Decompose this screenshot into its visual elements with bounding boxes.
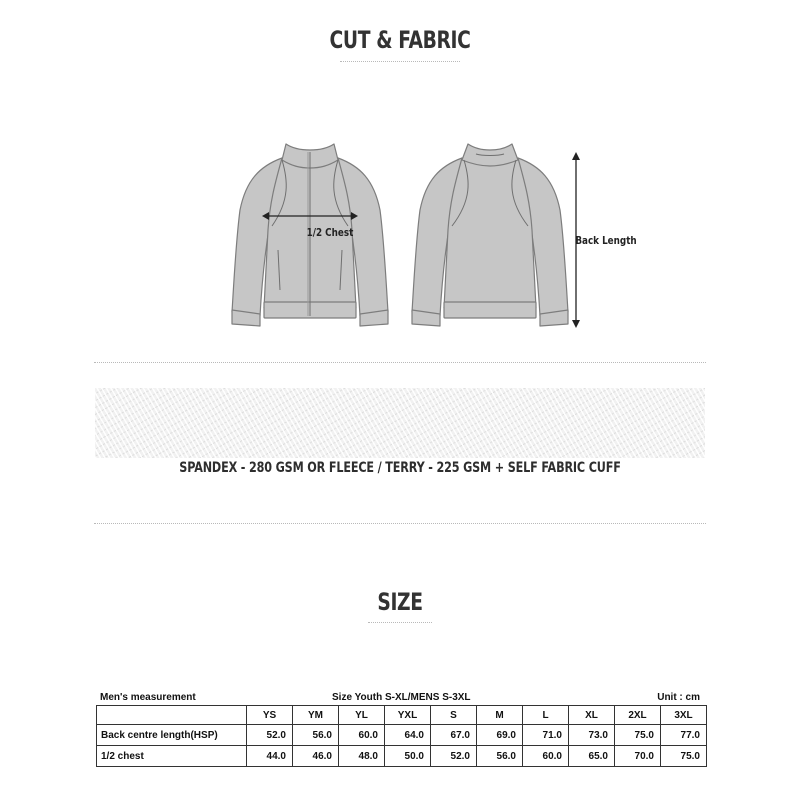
title-underline xyxy=(340,61,460,62)
section-divider xyxy=(94,523,706,524)
measure-value: 56.0 xyxy=(293,725,339,746)
size-label: XL xyxy=(569,706,615,725)
size-label: S xyxy=(431,706,477,725)
size-range-heading: Size Youth S-XL/MENS S-3XL xyxy=(332,692,471,703)
row-label: Back centre length(HSP) xyxy=(97,725,247,746)
size-label: M xyxy=(477,706,523,725)
measure-value: 70.0 xyxy=(615,746,661,767)
row-label: 1/2 chest xyxy=(97,746,247,767)
measure-value: 77.0 xyxy=(661,725,707,746)
size-header-row xyxy=(97,706,707,725)
cut-fabric-title: CUT & FABRIC xyxy=(329,26,471,54)
blank-cell xyxy=(97,706,247,725)
measure-value: 60.0 xyxy=(523,746,569,767)
measure-value: 65.0 xyxy=(569,746,615,767)
measure-value: 67.0 xyxy=(431,725,477,746)
title-underline xyxy=(368,622,432,623)
measure-value: 64.0 xyxy=(385,725,431,746)
jacket-diagram xyxy=(220,140,640,340)
measurement-heading: Men's measurement xyxy=(100,692,196,703)
jacket-back-illustration xyxy=(412,144,568,326)
measure-value: 56.0 xyxy=(477,746,523,767)
size-label: L xyxy=(523,706,569,725)
size-title: SIZE xyxy=(377,588,423,616)
unit-label: Unit : cm xyxy=(657,692,700,703)
measure-value: 48.0 xyxy=(339,746,385,767)
measure-value: 52.0 xyxy=(431,746,477,767)
measure-value: 44.0 xyxy=(247,746,293,767)
fabric-swatch xyxy=(95,388,705,458)
measure-value: 52.0 xyxy=(247,725,293,746)
back-length-label: Back Length xyxy=(575,235,637,248)
size-label: 2XL xyxy=(615,706,661,725)
size-chart-header xyxy=(96,692,706,705)
measure-value: 50.0 xyxy=(385,746,431,767)
measure-value: 60.0 xyxy=(339,725,385,746)
table-row xyxy=(97,746,707,767)
size-table xyxy=(96,705,707,767)
measure-value: 75.0 xyxy=(615,725,661,746)
size-label: YM xyxy=(293,706,339,725)
measure-value: 73.0 xyxy=(569,725,615,746)
section-divider xyxy=(94,362,706,363)
size-label: YS xyxy=(247,706,293,725)
table-row xyxy=(97,725,707,746)
size-label: YXL xyxy=(385,706,431,725)
chest-label: 1/2 Chest xyxy=(306,227,354,240)
measure-value: 71.0 xyxy=(523,725,569,746)
fabric-caption: SPANDEX - 280 GSM OR FLEECE / TERRY - 225 GSM + SELF FABRIC CUFF xyxy=(179,460,621,476)
measure-value: 69.0 xyxy=(477,725,523,746)
size-chart xyxy=(96,692,706,767)
size-label: 3XL xyxy=(661,706,707,725)
size-label: YL xyxy=(339,706,385,725)
measure-value: 75.0 xyxy=(661,746,707,767)
measure-value: 46.0 xyxy=(293,746,339,767)
